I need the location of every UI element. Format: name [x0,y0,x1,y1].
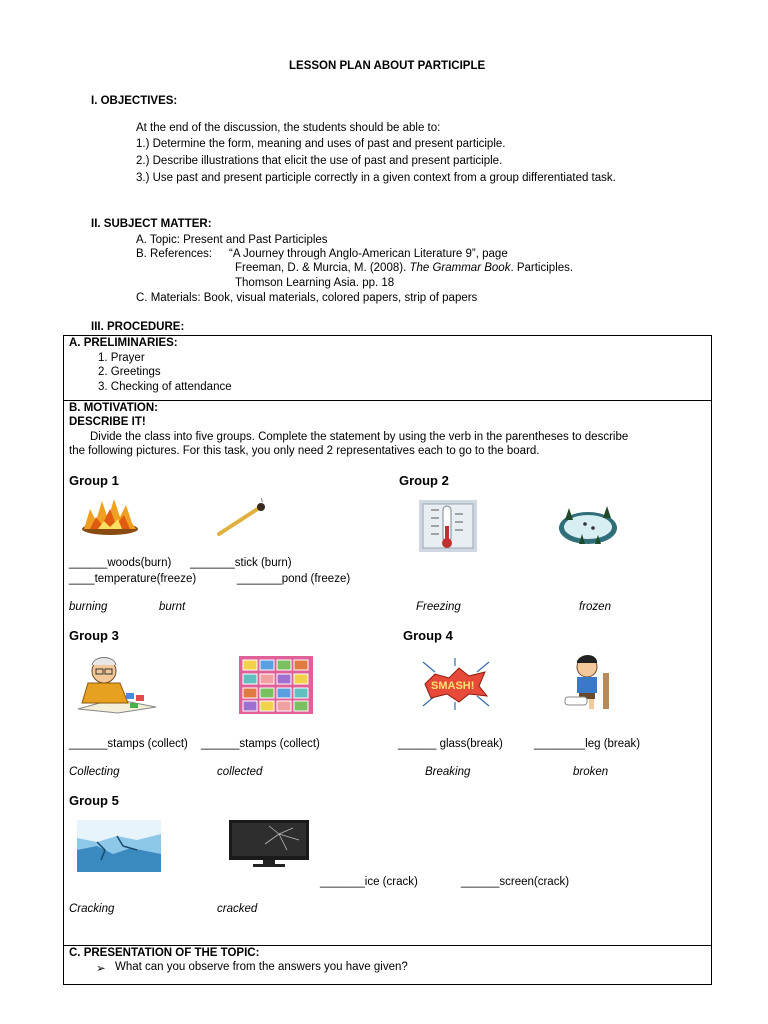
broken-leg-picture [563,653,623,713]
motivation-instruction-2: the following pictures. For this task, you only need 2 representatives each to go to the board. [69,445,540,457]
objective-item-1: 1.) Determine the form, meaning and uses of past and present participle. [136,138,506,150]
reference-3: Thomson Learning Asia. pp. 18 [235,277,395,289]
group-2-answer-2: frozen [579,601,611,613]
group-1-statement-2: _______stick (burn) [190,557,292,569]
objectives-intro: At the end of the discussion, the students should be able to: [136,122,441,134]
procedure-heading: III. PROCEDURE: [91,321,185,333]
group-1-heading: Group 1 [69,473,119,488]
motivation-heading: B. MOTIVATION: [69,402,159,414]
group-1-statement-1: ______woods(burn) [69,557,172,569]
group-3-answer-2: collected [217,766,263,778]
subject-topic: A. Topic: Present and Past Participles [136,234,328,246]
group-3-statement-1: ______stamps (collect) [69,738,188,750]
burnt-match-stick-picture [215,498,270,538]
group-3-heading: Group 3 [69,628,119,643]
subject-materials: C. Materials: Book, visual materials, colored papers, strip of papers [136,292,478,304]
objectives-heading: I. OBJECTIVES: [91,95,178,107]
group-4-statement-1: ______ glass(break) [398,738,503,750]
reference-2 [235,262,573,274]
group-4-answer-1: Breaking [425,766,471,778]
burning-woods-picture [80,495,140,537]
reference-2-authors: Freeman, D. & Murcia, M. (2008). [235,262,410,274]
frozen-pond-picture [557,500,619,550]
reference-2-book-title: The Grammar Book [409,262,511,274]
objective-item-3: 3.) Use past and present participle correctly in a given context from a group differentiated task. [136,172,616,184]
group-5-heading: Group 5 [69,793,119,808]
group-5-answer-1: Cracking [69,903,115,915]
group-1-answer-1: burning [69,601,108,613]
stamp-collection-picture [239,656,313,714]
group-3-statement-2: ______stamps (collect) [201,738,320,750]
preliminary-item-2: 2. Greetings [98,366,161,378]
motivation-instruction-1: Divide the class into five groups. Complete the statement by using the verb in the parentheses to describe [90,431,629,443]
group-2-heading: Group 2 [399,473,449,488]
group-2-answer-1: Freezing [416,601,461,613]
reference-2-section: . Participles. [510,262,574,274]
group-5-statement-2: ______screen(crack) [461,876,570,888]
group-1-answer-2: burnt [159,601,186,613]
presentation-heading: C. PRESENTATION OF THE TOPIC: [69,947,260,959]
presentation-question: What can you observe from the answers you have given? [115,961,408,973]
reference-1: “A Journey through Anglo-American Literature 9”, page [229,248,508,260]
svg-text:SMASH!: SMASH! [431,680,475,692]
preliminaries-heading: A. PRELIMINARIES: [69,337,178,349]
group-4-heading: Group 4 [403,628,453,643]
objective-item-2: 2.) Describe illustrations that elicit the use of past and present participle. [136,155,503,167]
thermometer-picture [419,500,477,552]
breaking-glass-picture [419,656,493,712]
stamp-collector-picture [74,653,160,715]
group-2-statement-1: ____temperature(freeze) [69,573,197,585]
subject-matter-heading: II. SUBJECT MATTER: [91,218,212,230]
cracked-screen-picture [229,820,309,868]
arrow-bullet-icon: ➢ [96,963,106,975]
group-4-answer-2: broken [573,766,609,778]
motivation-subheading: DESCRIBE IT! [69,416,146,428]
page-title: LESSON PLAN ABOUT PARTICIPLE [289,60,486,72]
references-label: B. References: [136,248,213,260]
group-2-statement-2: _______pond (freeze) [237,573,351,585]
group-5-answer-2: cracked [217,903,258,915]
preliminary-item-1: 1. Prayer [98,352,145,364]
group-4-statement-2: ________leg (break) [534,738,641,750]
group-3-answer-1: Collecting [69,766,120,778]
preliminary-item-3: 3. Checking of attendance [98,381,232,393]
group-5-statement-1: _______ice (crack) [320,876,418,888]
cracking-ice-picture [77,820,161,872]
